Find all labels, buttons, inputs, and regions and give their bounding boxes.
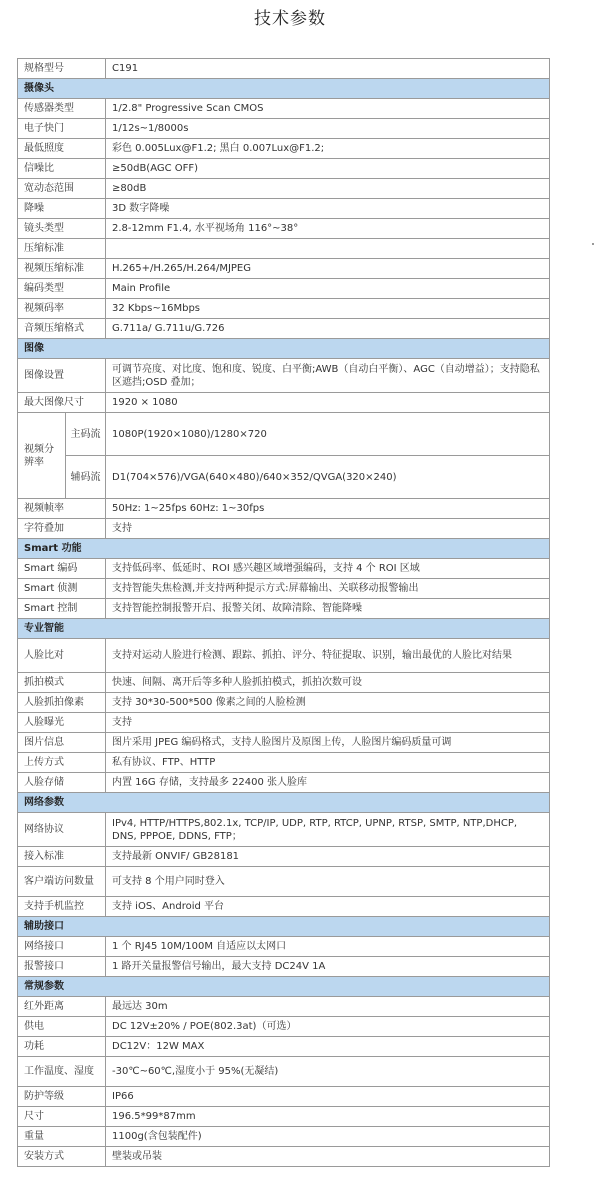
value: DC 12V±20% / POE(802.3at)（可选） [106, 1017, 550, 1037]
label: 重量 [18, 1127, 106, 1147]
row-capture-mode [18, 673, 550, 693]
value: C191 [106, 59, 550, 79]
label: 最大图像尺寸 [18, 393, 106, 413]
label: 镜头类型 [18, 219, 106, 239]
label: 尺寸 [18, 1107, 106, 1127]
row-snr [18, 159, 550, 179]
row-image-settings [18, 359, 550, 393]
row-wdr [18, 179, 550, 199]
label: Smart 控制 [18, 599, 106, 619]
section-aux [18, 917, 550, 937]
value: ≥50dB(AGC OFF) [106, 159, 550, 179]
label: 视频压缩标准 [18, 259, 106, 279]
value: 快速、间隔、离开后等多种人脸抓拍模式，抓拍次数可设 [106, 673, 550, 693]
row-resolution-sub [18, 456, 550, 499]
value: 支持智能控制报警开启、报警关闭、故障清除、智能降噪 [106, 599, 550, 619]
label: 报警接口 [18, 957, 106, 977]
section-camera [18, 79, 550, 99]
row-access [18, 847, 550, 867]
value: 可调节亮度、对比度、饱和度、锐度、白平衡;AWB（自动白平衡）、AGC（自动增益）；支持隐私区遮挡;OSD 叠加； [106, 359, 550, 393]
row-face-exposure [18, 713, 550, 733]
value: 可支持 8 个用户同时登入 [106, 867, 550, 897]
section-title: Smart 功能 [18, 539, 550, 559]
row-face-storage [18, 773, 550, 793]
label: 客户端访问数量 [18, 867, 106, 897]
label: 视频分辨率 [18, 413, 66, 499]
section-title: 辅助接口 [18, 917, 550, 937]
label: 传感器类型 [18, 99, 106, 119]
row-encode-type [18, 279, 550, 299]
page-title: 技术参数 [254, 9, 326, 29]
value: 196.5*99*87mm [106, 1107, 550, 1127]
value: 1/2.8" Progressive Scan CMOS [106, 99, 550, 119]
value: 私有协议、FTP、HTTP [106, 753, 550, 773]
value: 3D 数字降噪 [106, 199, 550, 219]
row-audio [18, 319, 550, 339]
value: 图片采用 JPEG 编码格式，支持人脸图片及原图上传，人脸图片编码质量可调 [106, 733, 550, 753]
value: 支持对运动人脸进行检测、跟踪、抓拍、评分、特征提取、识别，输出最优的人脸比对结果 [106, 639, 550, 673]
label: 音频压缩格式 [18, 319, 106, 339]
row-framerate [18, 499, 550, 519]
value [106, 239, 550, 259]
value: 最远达 30m [106, 997, 550, 1017]
row-consumption [18, 1037, 550, 1057]
value: 支持 [106, 519, 550, 539]
value: 2.8-12mm F1.4, 水平视场角 116°~38° [106, 219, 550, 239]
row-upload [18, 753, 550, 773]
value: 内置 16G 存储，支持最多 22400 张人脸库 [106, 773, 550, 793]
row-mount [18, 1147, 550, 1167]
value: 彩色 0.005Lux@F1.2; 黑白 0.007Lux@F1.2; [106, 139, 550, 159]
label: 红外距离 [18, 997, 106, 1017]
label: 抓拍模式 [18, 673, 106, 693]
row-video-codec [18, 259, 550, 279]
value: Main Profile [106, 279, 550, 299]
value: 32 Kbps~16Mbps [106, 299, 550, 319]
label: 上传方式 [18, 753, 106, 773]
section-general [18, 977, 550, 997]
label: 图片信息 [18, 733, 106, 753]
row-ir [18, 997, 550, 1017]
row-mobile [18, 897, 550, 917]
label: Smart 侦测 [18, 579, 106, 599]
label: 网络协议 [18, 813, 106, 847]
value: 50Hz: 1~25fps 60Hz: 1~30fps [106, 499, 550, 519]
sub-label: 辅码流 [66, 456, 106, 499]
row-env [18, 1057, 550, 1087]
row-size [18, 1107, 550, 1127]
value: 支持 iOS、Android 平台 [106, 897, 550, 917]
value: D1(704×576)/VGA(640×480)/640×352/QVGA(320×240) [106, 456, 550, 499]
value: DC12V：12W MAX [106, 1037, 550, 1057]
label: 供电 [18, 1017, 106, 1037]
value: 1100g(含包装配件) [106, 1127, 550, 1147]
label: 功耗 [18, 1037, 106, 1057]
sub-label: 主码流 [66, 413, 106, 456]
label: 宽动态范围 [18, 179, 106, 199]
value: 支持 [106, 713, 550, 733]
value: 1080P(1920×1080)/1280×720 [106, 413, 550, 456]
label: 接入标准 [18, 847, 106, 867]
row-alarm-port [18, 957, 550, 977]
value: 支持 30*30-500*500 像素之间的人脸检测 [106, 693, 550, 713]
value: H.265+/H.265/H.264/MJPEG [106, 259, 550, 279]
section-network [18, 793, 550, 813]
row-sensor [18, 99, 550, 119]
row-face-compare [18, 639, 550, 673]
value: 1/12s~1/8000s [106, 119, 550, 139]
label: 电子快门 [18, 119, 106, 139]
label: 规格型号 [18, 59, 106, 79]
row-noise [18, 199, 550, 219]
value: 支持智能失焦检测,并支持两种提示方式:屏幕输出、关联移动报警输出 [106, 579, 550, 599]
section-title: 图像 [18, 339, 550, 359]
label: 工作温度、湿度 [18, 1057, 106, 1087]
label: 人脸抓拍像素 [18, 693, 106, 713]
value: 支持最新 ONVIF/ GB28181 [106, 847, 550, 867]
label: 信噪比 [18, 159, 106, 179]
row-power [18, 1017, 550, 1037]
row-pic-info [18, 733, 550, 753]
row-ip-rating [18, 1087, 550, 1107]
row-compress-standard [18, 239, 550, 259]
label: 字符叠加 [18, 519, 106, 539]
value: 1920 × 1080 [106, 393, 550, 413]
row-model [18, 59, 550, 79]
label: 压缩标准 [18, 239, 106, 259]
row-clients [18, 867, 550, 897]
label: Smart 编码 [18, 559, 106, 579]
row-smart-control [18, 599, 550, 619]
label: 视频帧率 [18, 499, 106, 519]
label: 支持手机监控 [18, 897, 106, 917]
value: G.711a/ G.711u/G.726 [106, 319, 550, 339]
row-min-illumination [18, 139, 550, 159]
label: 人脸曝光 [18, 713, 106, 733]
label: 编码类型 [18, 279, 106, 299]
label: 安装方式 [18, 1147, 106, 1167]
value: 1 个 RJ45 10M/100M 自适应以太网口 [106, 937, 550, 957]
value: ≥80dB [106, 179, 550, 199]
row-smart-detect [18, 579, 550, 599]
row-protocols [18, 813, 550, 847]
section-smart [18, 539, 550, 559]
label: 人脸比对 [18, 639, 106, 673]
label: 网络接口 [18, 937, 106, 957]
row-shutter [18, 119, 550, 139]
value: -30℃~60℃,湿度小于 95%(无凝结) [106, 1057, 550, 1087]
section-image [18, 339, 550, 359]
label: 图像设置 [18, 359, 106, 393]
row-resolution-main [18, 413, 550, 456]
label: 降噪 [18, 199, 106, 219]
row-osd [18, 519, 550, 539]
value: IP66 [106, 1087, 550, 1107]
section-title: 网络参数 [18, 793, 550, 813]
label: 视频码率 [18, 299, 106, 319]
section-pro [18, 619, 550, 639]
row-smart-encode [18, 559, 550, 579]
value: 壁装或吊装 [106, 1147, 550, 1167]
label: 防护等级 [18, 1087, 106, 1107]
value: 1 路开关量报警信号输出，最大支持 DC24V 1A [106, 957, 550, 977]
row-net-port [18, 937, 550, 957]
section-title: 摄像头 [18, 79, 550, 99]
stray-dot [592, 243, 594, 245]
row-max-size [18, 393, 550, 413]
row-weight [18, 1127, 550, 1147]
section-title: 专业智能 [18, 619, 550, 639]
row-bitrate [18, 299, 550, 319]
section-title: 常规参数 [18, 977, 550, 997]
label: 最低照度 [18, 139, 106, 159]
row-lens [18, 219, 550, 239]
value: IPv4, HTTP/HTTPS,802.1x, TCP/IP, UDP, RTP, RTCP, UPNP, RTSP, SMTP, NTP,DHCP, DNS, PPPOE, DDNS, FTP； [106, 813, 550, 847]
label: 人脸存储 [18, 773, 106, 793]
row-face-pixels [18, 693, 550, 713]
spec-table [17, 58, 550, 1167]
value: 支持低码率、低延时、ROI 感兴趣区域增强编码，支持 4 个 ROI 区域 [106, 559, 550, 579]
